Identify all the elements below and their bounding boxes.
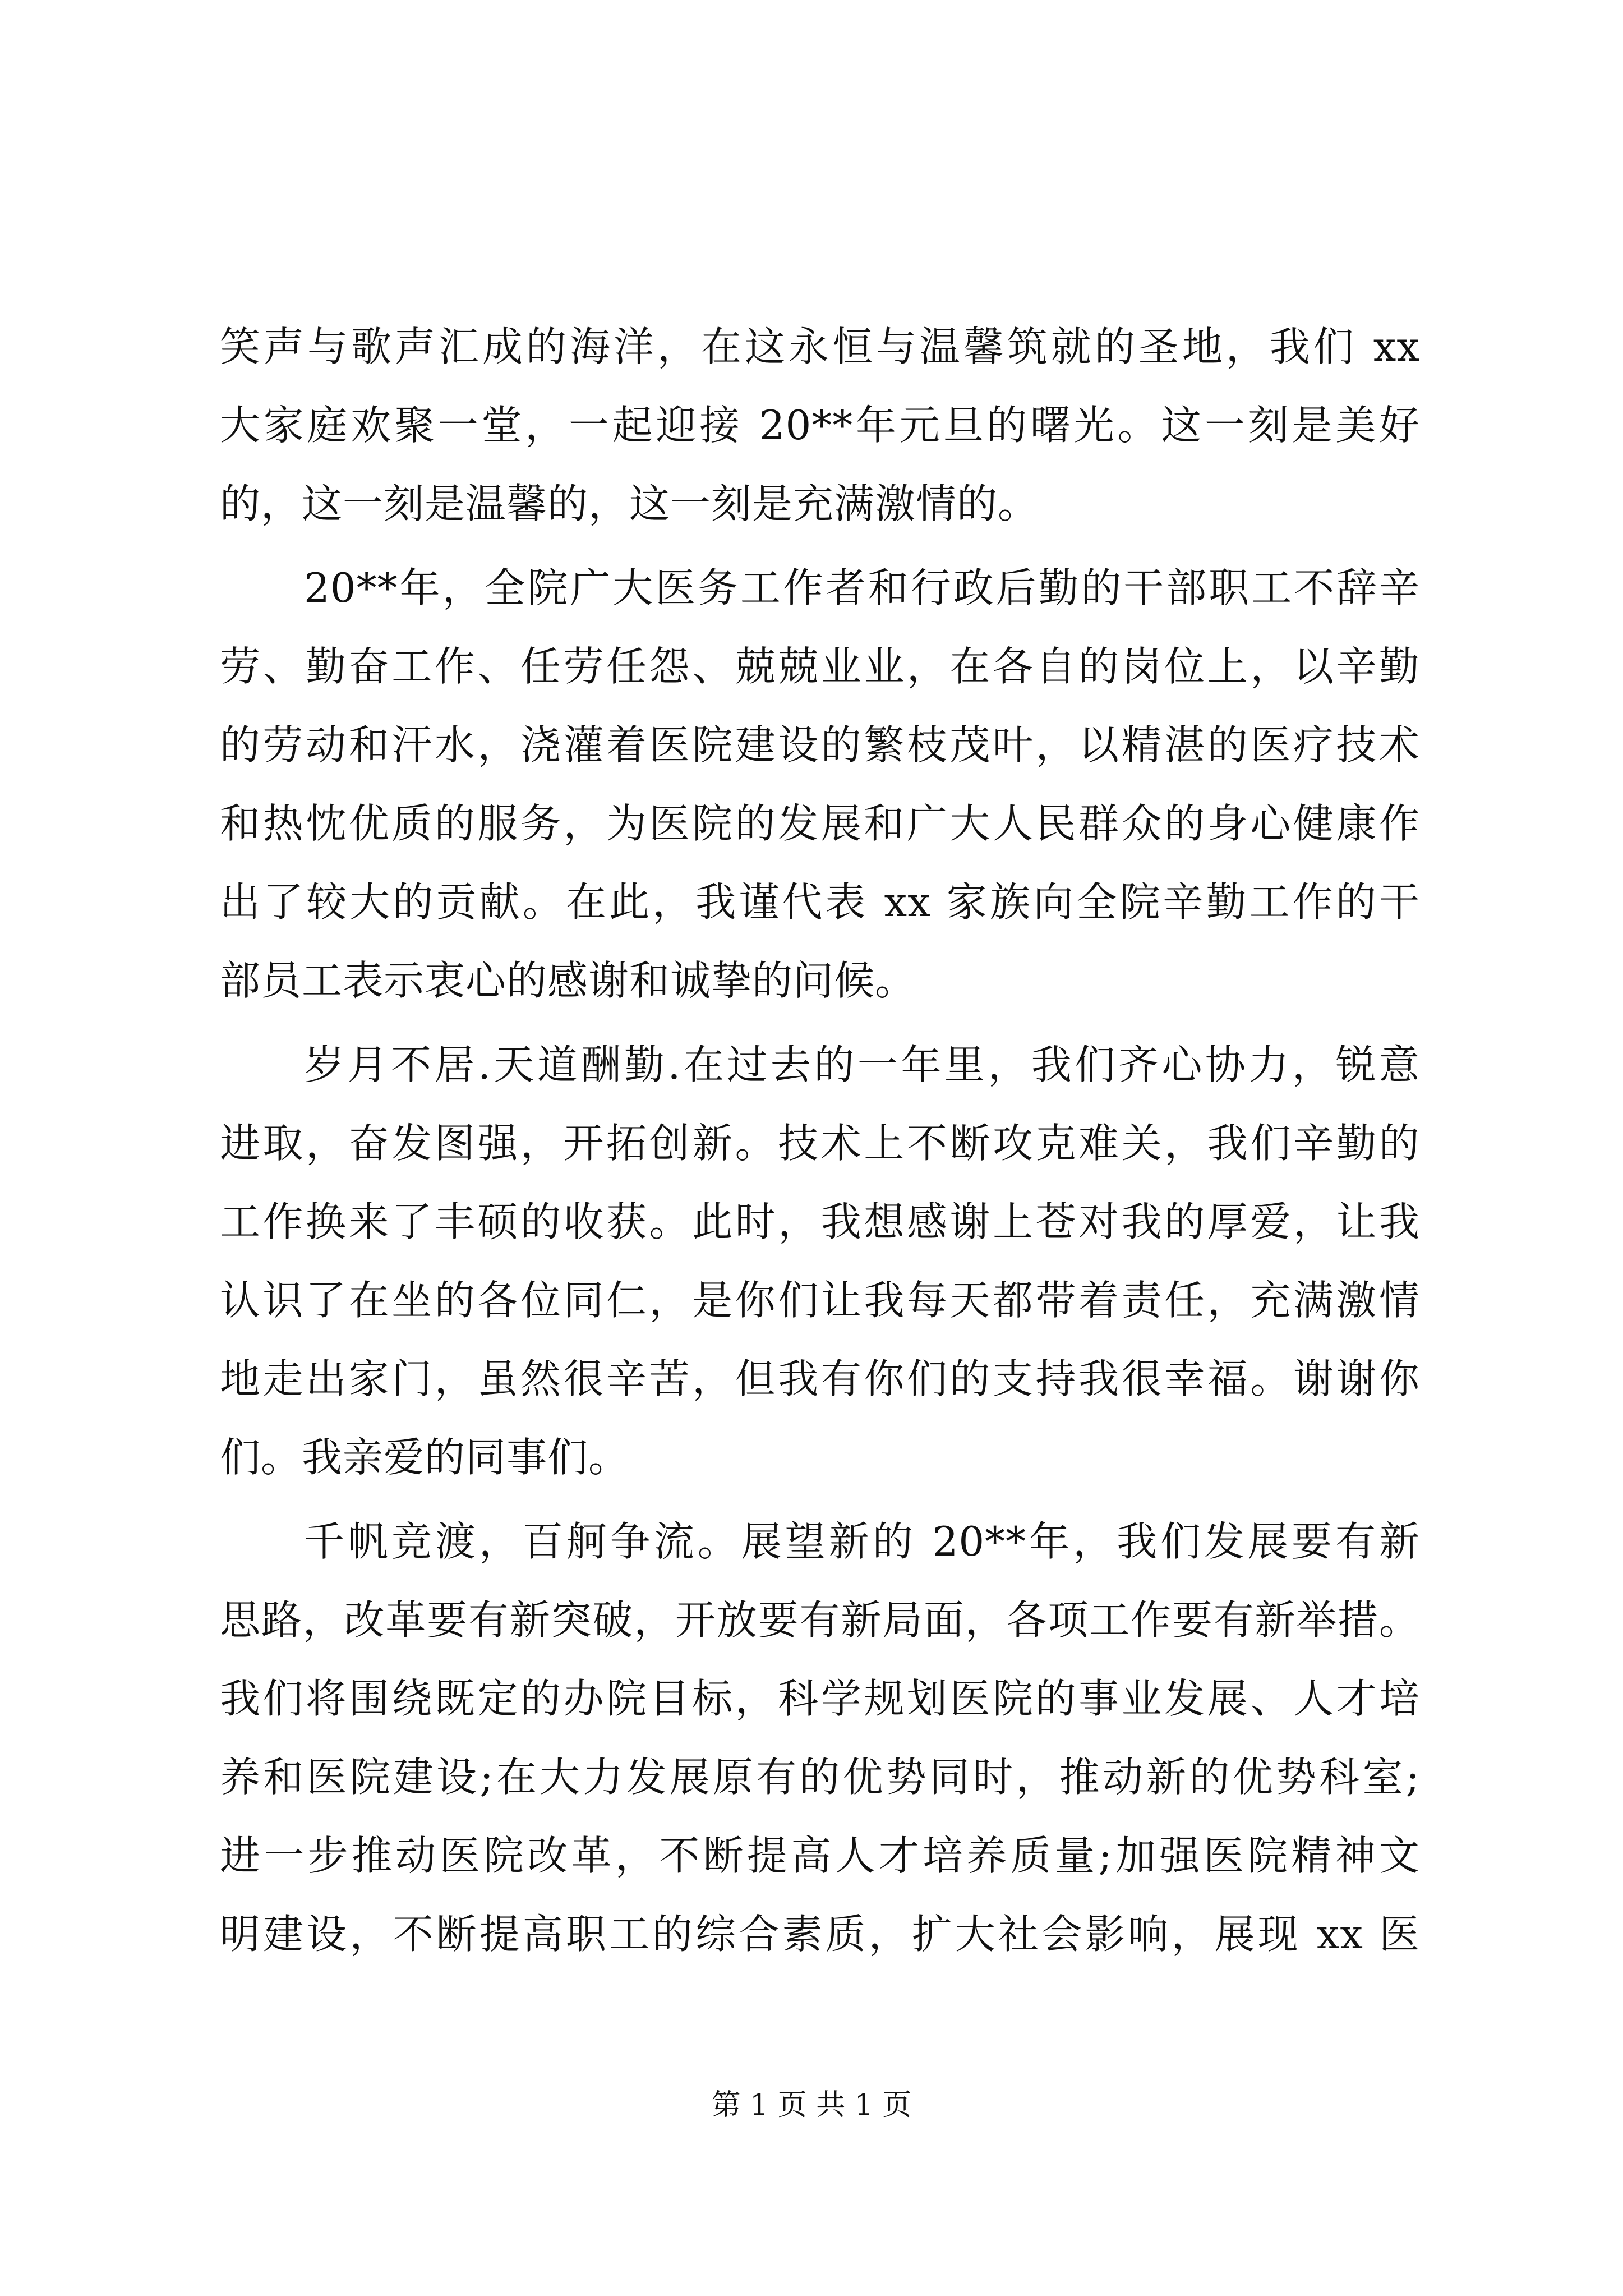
text-line: 部员工表示衷心的感谢和诚挚的问候。: [220, 957, 916, 1004]
page-number-footer: 第 1 页 共 1 页: [711, 2088, 912, 2122]
text-line: 思路，改革要有新突破，开放要有新局面，各项工作要有新举措。: [220, 1596, 1420, 1644]
text-line: 地走出家门，虽然很辛苦，但我有你们的支持我很幸福。谢谢你: [220, 1355, 1420, 1402]
text-line: 养和医院建设;在大力发展原有的优势同时，推动新的优势科室;: [220, 1754, 1420, 1801]
text-line: 进一步推动医院改革，不断提高人才培养质量;加强医院精神文: [220, 1832, 1420, 1879]
text-line: 岁月不居.天道酬勤.在过去的一年里，我们齐心协力，锐意: [304, 1041, 1420, 1088]
text-line: 我们将围绕既定的办院目标，科学规划医院的事业发展、人才培: [220, 1675, 1420, 1722]
text-line: 出了较大的贡献。在此，我谨代表 xx 家族向全院辛勤工作的干: [220, 878, 1420, 926]
text-line: 明建设，不断提高职工的综合素质，扩大社会影响，展现 xx 医: [220, 1911, 1420, 1958]
text-line: 进取，奋发图强，开拓创新。技术上不断攻克难关，我们辛勤的: [220, 1120, 1420, 1167]
text-line: 劳、勤奋工作、任劳任怨、兢兢业业，在各自的岗位上，以辛勤: [220, 643, 1420, 690]
text-line: 20**年，全院广大医务工作者和行政后勤的干部职工不辞辛: [304, 564, 1420, 611]
text-line: 笑声与歌声汇成的海洋，在这永恒与温馨筑就的圣地，我们 xx: [220, 323, 1420, 370]
text-line: 的劳动和汗水，浇灌着医院建设的繁枝茂叶，以精湛的医疗技术: [220, 721, 1420, 769]
text-line: 大家庭欢聚一堂，一起迎接 20**年元旦的曙光。这一刻是美好: [220, 402, 1420, 449]
text-line: 工作换来了丰硕的收获。此时，我想感谢上苍对我的厚爱，让我: [220, 1198, 1420, 1245]
text-line: 千帆竞渡，百舸争流。展望新的 20**年，我们发展要有新: [304, 1518, 1420, 1565]
text-line: 的，这一刻是温馨的，这一刻是充满激情的。: [220, 480, 1039, 527]
text-line: 和热忱优质的服务，为医院的发展和广大人民群众的身心健康作: [220, 800, 1420, 847]
text-line: 们。我亲爱的同事们。: [220, 1434, 630, 1481]
text-line: 认识了在坐的各位同仁，是你们让我每天都带着责任，充满激情: [220, 1277, 1420, 1324]
